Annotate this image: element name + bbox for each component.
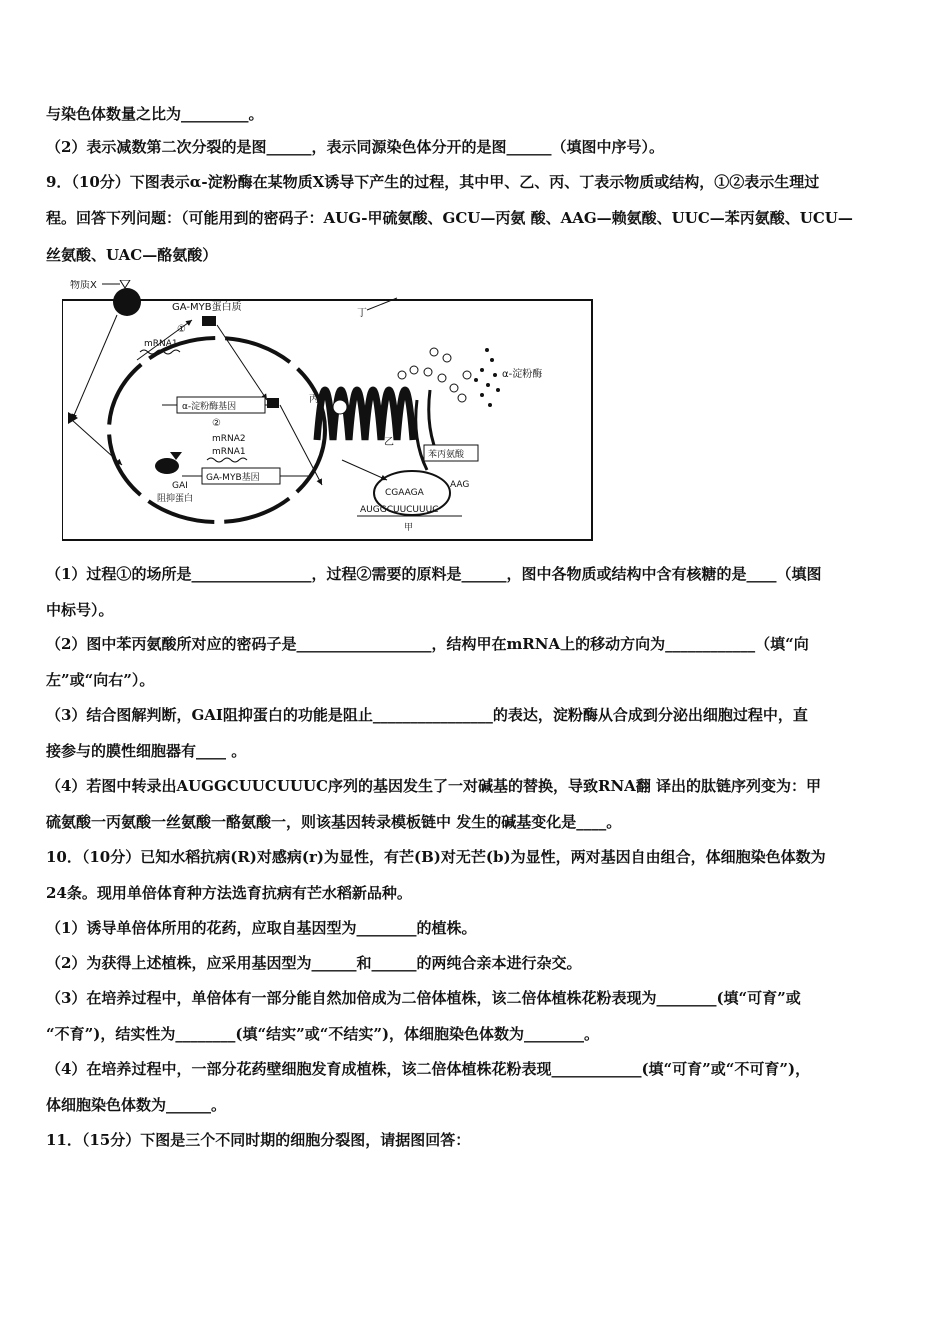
jia-label: 甲 xyxy=(404,523,414,533)
ribosome-circle xyxy=(333,400,347,414)
amylase-label: α-淀粉酶 xyxy=(502,369,543,380)
mrna-wave xyxy=(207,458,247,462)
question-9-part1: （1）过程①的场所是________________，过程②需要的原料是______，图中各物质或结构中含有核糖的是____（填图 xyxy=(46,565,822,583)
question-10-part3: （3）在培养过程中，单倍体有一部分能自然加倍成为二倍体植株，该二倍体植株花粉表现为________(填“可育”或 xyxy=(46,989,801,1007)
text-line: 体细胞染色体数为______。 xyxy=(46,1096,227,1114)
endoplasmic-reticulum xyxy=(317,390,413,440)
question-9-part4: （4）若图中转录出AUGGCUUCUUUC序列的基因发生了一对碱基的替换，导致RNA翻 译出的肽链序列变为：甲 xyxy=(46,777,822,795)
arrow-path xyxy=(342,460,387,480)
gai-label: GAI xyxy=(172,481,188,491)
question-11-line: 11．（15分）下图是三个不同时期的细胞分裂图，请据图回答： xyxy=(46,1131,471,1149)
ga-myb-protein-label: GA-MYB蛋白质 xyxy=(172,302,242,313)
nucleus-inner-membrane xyxy=(121,350,313,510)
text-line: （2）表示减数第二次分裂的是图______，表示同源染色体分开的是图______（填图中序号）。 xyxy=(46,138,664,156)
text-line: 左”或“向右”）。 xyxy=(46,671,155,689)
text-line: “不育”)，结实性为________(填“结实”或“不结实”)，体细胞染色体数为________。 xyxy=(46,1025,600,1043)
amylase-induction-diagram xyxy=(62,280,602,545)
cell-boundary xyxy=(62,300,592,540)
text-line: 中标号）。 xyxy=(46,601,114,619)
text-line: 程。回答下列问题：（可能用到的密码子：AUG-甲硫氨酸、GCU—丙氨 酸、AAG—赖氨酸、UUC—苯丙氨酸、UCU— xyxy=(46,209,853,227)
arrow-path xyxy=(217,325,267,400)
gai-protein-label: 阻抑蛋白 xyxy=(157,494,194,504)
aag-label: AAG xyxy=(450,480,470,490)
mrna-seq-label: AUGGCUUCUUUC xyxy=(360,505,439,515)
anticodon-label: CGAAGA xyxy=(385,488,424,498)
text-line: 硫氨酸一丙氨酸一丝氨酸一酪氨酸一，则该基因转录模板链中 发生的碱基变化是____。 xyxy=(46,813,622,831)
mrna1-top-label: mRNA1 xyxy=(144,339,178,349)
text-line: 24条。现用单倍体育种方法选育抗病有芒水稻新品种。 xyxy=(46,884,412,902)
amylase-dots xyxy=(474,348,500,407)
text-line: 与染色体数量之比为_________。 xyxy=(46,105,264,123)
amylase-gene-label: α-淀粉酶基因 xyxy=(182,402,237,412)
question-10-part2: （2）为获得上述植株，应采用基因型为______和______的两纯合亲本进行杂交。 xyxy=(46,954,582,972)
circle2-label: ② xyxy=(212,418,221,429)
substance-x-label: 物质X xyxy=(70,280,97,291)
circle1-label: ① xyxy=(177,324,186,335)
question-9-line: 9．（10分）下图表示α-淀粉酶在某物质X诱导下产生的过程，其中甲、乙、丙、丁表示物质或结构，①②表示生理过 xyxy=(46,173,820,191)
gai-protein-shape xyxy=(155,458,179,474)
arrow-path xyxy=(72,315,117,420)
ga-myb-gene-label: GA-MYB基因 xyxy=(206,473,260,483)
mrna2-label: mRNA2 xyxy=(212,434,246,444)
bing-label: 丙 xyxy=(309,394,319,405)
arrow-path xyxy=(72,420,122,465)
receptor-triangle xyxy=(68,412,78,424)
text-line: 接参与的膜性细胞器有____ 。 xyxy=(46,742,247,760)
yi-label: 乙 xyxy=(384,437,394,448)
substance-x-triangle xyxy=(120,280,130,288)
receptor-blob xyxy=(113,288,141,316)
question-9-part3: （3）结合图解判断，GAI阻抑蛋白的功能是阻止________________的表达，淀粉酶从合成到分泌出细胞过程中，直 xyxy=(46,706,808,724)
text-line: 丝氨酸、UAC—酪氨酸） xyxy=(46,246,218,264)
mrna1-bottom-label: mRNA1 xyxy=(212,447,246,457)
question-9-part2: （2）图中苯丙氨酸所对应的密码子是__________________，结构甲在mRNA上的移动方向为____________（填“向 xyxy=(46,635,809,653)
question-10-part4: （4）在培养过程中，一部分花药壁细胞发育成植株，该二倍体植株花粉表现____________(填“可育”或“不可育”)， xyxy=(46,1060,811,1078)
question-10-part1: （1）诱导单倍体所用的花药，应取自基因型为________的植株。 xyxy=(46,919,477,937)
ga-myb-protein-shape xyxy=(202,316,216,326)
question-10-line: 10．（10分）已知水稻抗病(R)对感病(r)为显性，有芒(B)对无芒(b)为显性，两对基因自由组合，体细胞染色体数为 xyxy=(46,848,826,866)
gene-protein-shape xyxy=(267,398,279,408)
phe-label: 苯丙氨酸 xyxy=(428,450,465,460)
ding-label: 丁 xyxy=(357,308,367,319)
